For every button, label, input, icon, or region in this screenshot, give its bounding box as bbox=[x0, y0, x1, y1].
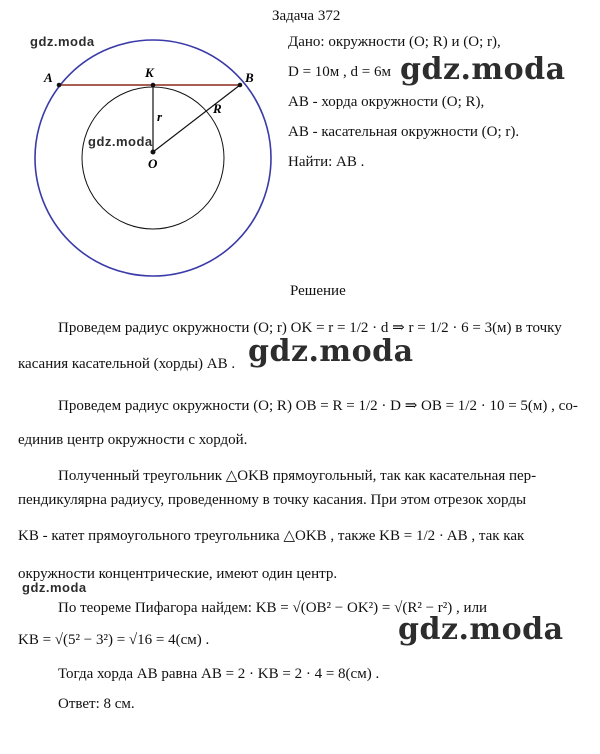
watermark-top-right: gdz.moda bbox=[400, 52, 566, 87]
given-line-2: D = 10м , d = 6м bbox=[288, 64, 391, 80]
label-b: B bbox=[245, 70, 254, 85]
point-k bbox=[151, 83, 156, 88]
label-k: K bbox=[145, 65, 154, 80]
given-line-4: AB - касательная окружности (O; r). bbox=[288, 124, 520, 140]
radius-ob bbox=[153, 85, 240, 152]
solution-p3-line1: Полученный треугольник △OKB прямоугольный, так как касательная пер- bbox=[58, 468, 537, 484]
solution-p5: Тогда хорда AB равна AB = 2 · KB = 2 · 4 = 8(см) . bbox=[58, 666, 380, 682]
solution-p4-line2: KB = √(5² − 3²) = √16 = 4(см) . bbox=[18, 632, 210, 648]
point-b bbox=[238, 83, 243, 88]
label-a: A bbox=[44, 70, 53, 85]
problem-title: Задача 372 bbox=[272, 8, 341, 24]
label-r-small: r bbox=[157, 109, 163, 124]
watermark-diagram: gdz.moda bbox=[88, 134, 153, 149]
given-line-5: Найти: AB . bbox=[288, 154, 365, 170]
solution-p3-line3: KB - катет прямоугольного треугольника △OKB , также KB = 1/2 · AB , так как bbox=[18, 528, 525, 544]
point-a bbox=[57, 83, 62, 88]
point-o bbox=[151, 150, 156, 155]
solution-p3-line2: пендикулярна радиусу, проведенному в точку касания. При этом отрезок хорды bbox=[18, 492, 527, 508]
watermark-bottom-right: gdz.moda bbox=[398, 612, 564, 647]
watermark-top-left: gdz.moda bbox=[30, 34, 95, 49]
solution-p2-line2: единив центр окружности с хордой. bbox=[18, 432, 248, 448]
given-line-3: AB - хорда окружности (O; R), bbox=[288, 94, 485, 110]
solution-p2-line1: Проведем радиус окружности (O; R) OB = R = 1/2 · D ⇒ OB = 1/2 · 10 = 5(м) , со- bbox=[58, 398, 578, 414]
solution-p1-line2: касания касательной (хорды) AB . bbox=[18, 356, 236, 372]
label-o: O bbox=[148, 156, 158, 171]
label-r-big: R bbox=[213, 101, 222, 116]
given-line-1: Дано: окружности (O; R) и (O; r), bbox=[288, 34, 501, 50]
solution-p4-line1: По теореме Пифагора найдем: KB = √(OB² − OK²) = √(R² − r²) , или bbox=[58, 600, 488, 616]
solution-p1-line1: Проведем радиус окружности (O; r) OK = r = 1/2 · d ⇒ r = 1/2 · 6 = 3(м) в точку bbox=[58, 320, 562, 336]
watermark-bottom-left: gdz.moda bbox=[22, 580, 87, 595]
solution-heading: Решение bbox=[290, 283, 346, 299]
solution-p3-line4: окружности концентрические, имеют один центр. bbox=[18, 566, 338, 582]
watermark-middle: gdz.moda bbox=[248, 334, 414, 369]
answer: Ответ: 8 см. bbox=[58, 696, 135, 712]
